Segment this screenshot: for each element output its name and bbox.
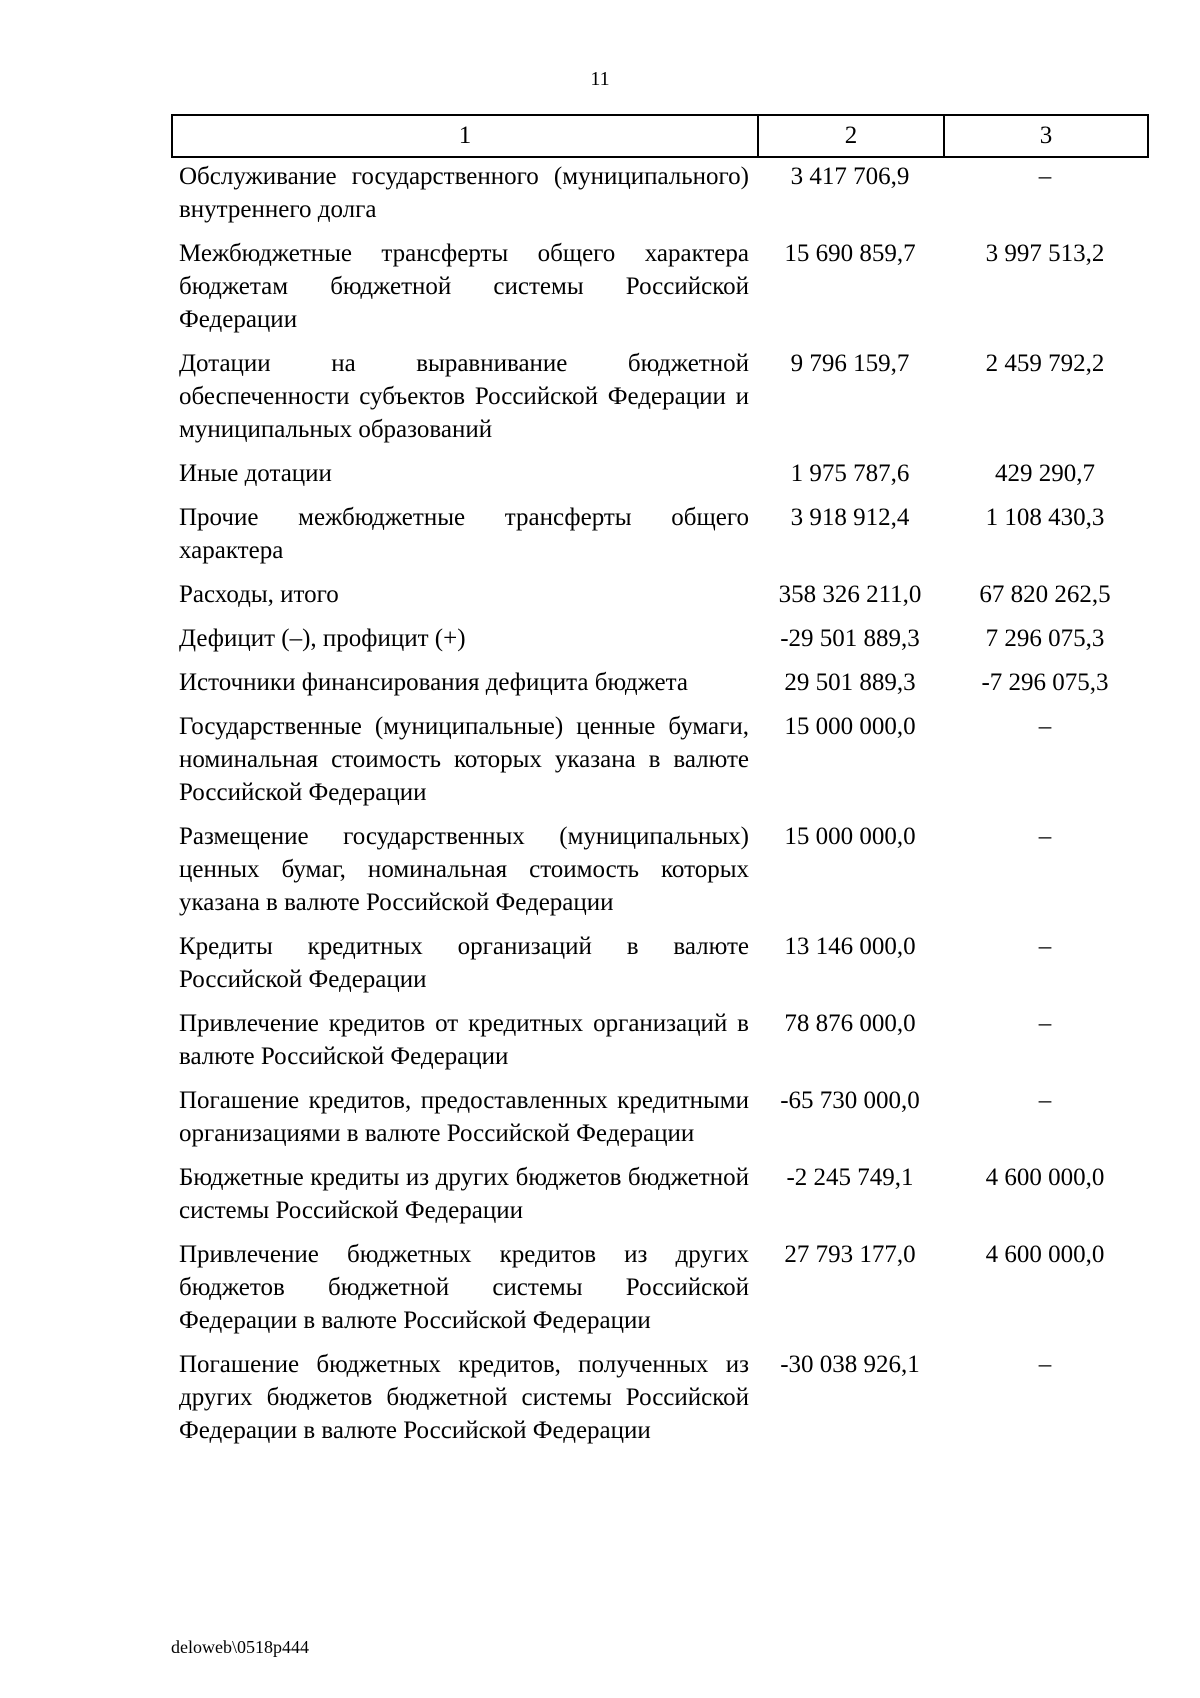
- row-value-col-3: 429 290,7: [995, 460, 1095, 487]
- row-value-col-2: -30 038 926,1: [780, 1351, 920, 1378]
- table-row: [171, 820, 1147, 930]
- header-col-3: 3: [944, 115, 1148, 157]
- row-value-col-2: 1 975 787,6: [790, 460, 910, 487]
- row-value-col-2: 27 793 177,0: [784, 1241, 916, 1268]
- row-value-col-3: –: [1038, 933, 1052, 960]
- table-row: [171, 1007, 1147, 1084]
- row-value-col-2: 78 876 000,0: [784, 1010, 916, 1037]
- row-label: Прочие межбюджетные трансферты общего характера: [179, 504, 749, 564]
- table-row: [171, 237, 1147, 347]
- table-row: [171, 160, 1147, 237]
- row-label: Дотации на выравнивание бюджетной обеспеченности субъектов Российской Федерации и муниципальных образований: [179, 350, 749, 443]
- row-label: Межбюджетные трансферты общего характера бюджетам бюджетной системы Российской Федерации: [179, 240, 749, 333]
- row-value-col-2: 15 000 000,0: [784, 823, 916, 850]
- table-row: [171, 1161, 1147, 1238]
- row-label: Привлечение кредитов от кредитных организаций в валюте Российской Федерации: [179, 1010, 749, 1070]
- table-body: [171, 160, 1147, 1458]
- row-value-col-2: 15 690 859,7: [784, 240, 916, 267]
- row-value-col-3: –: [1038, 1010, 1052, 1037]
- row-value-col-3: –: [1038, 1351, 1052, 1378]
- row-value-col-3: –: [1038, 713, 1052, 740]
- table-row: [171, 710, 1147, 820]
- row-value-col-2: -65 730 000,0: [780, 1087, 920, 1114]
- row-label: Погашение бюджетных кредитов, полученных из других бюджетов бюджетной системы Российской Федерации в валюте Российской Федерации: [179, 1351, 749, 1444]
- table-row: [171, 1084, 1147, 1161]
- table-row: [171, 622, 1147, 666]
- row-label: Источники финансирования дефицита бюджета: [179, 669, 688, 696]
- row-value-col-3: –: [1038, 1087, 1052, 1114]
- table-row: [171, 578, 1147, 622]
- row-label: Размещение государственных (муниципальных) ценных бумаг, номинальная стоимость которых указана в валюте Российской Федерации: [179, 823, 749, 916]
- row-value-col-3: 3 997 513,2: [985, 240, 1105, 267]
- row-value-col-3: –: [1038, 163, 1052, 190]
- row-value-col-2: 9 796 159,7: [790, 350, 910, 377]
- row-value-col-2: 3 918 912,4: [790, 504, 910, 531]
- header-col-1: 1: [172, 115, 758, 157]
- row-value-col-3: 7 296 075,3: [985, 625, 1105, 652]
- row-value-col-3: -7 296 075,3: [981, 669, 1109, 696]
- table-row: [171, 1348, 1147, 1458]
- row-value-col-3: 4 600 000,0: [985, 1241, 1105, 1268]
- table-row: [171, 666, 1147, 710]
- document-code: deloweb\0518p444: [171, 1637, 309, 1657]
- row-value-col-2: 13 146 000,0: [784, 933, 916, 960]
- row-label: Кредиты кредитных организаций в валюте Российской Федерации: [179, 933, 749, 993]
- table-header: [171, 114, 1149, 158]
- table-row: [171, 457, 1147, 501]
- table-row: [171, 930, 1147, 1007]
- row-label: Иные дотации: [179, 460, 332, 487]
- row-value-col-2: 29 501 889,3: [784, 669, 916, 696]
- row-value-col-2: 15 000 000,0: [784, 713, 916, 740]
- header-row: [172, 115, 1148, 157]
- row-value-col-3: 4 600 000,0: [985, 1164, 1105, 1191]
- header-col-2: 2: [758, 115, 944, 157]
- row-label: Обслуживание государственного (муниципального) внутреннего долга: [179, 163, 749, 223]
- row-label: Дефицит (–), профицит (+): [179, 625, 466, 652]
- table-row: [171, 347, 1147, 457]
- row-value-col-2: 358 326 211,0: [778, 581, 922, 608]
- row-value-col-2: 3 417 706,9: [790, 163, 910, 190]
- row-label: Погашение кредитов, предоставленных кредитными организациями в валюте Российской Федерации: [179, 1087, 749, 1147]
- row-value-col-2: -2 245 749,1: [786, 1164, 914, 1191]
- row-value-col-2: -29 501 889,3: [780, 625, 920, 652]
- row-label: Государственные (муниципальные) ценные бумаги, номинальная стоимость которых указана в валюте Российской Федерации: [179, 713, 749, 806]
- row-label: Расходы, итого: [179, 581, 339, 608]
- table-row: [171, 501, 1147, 578]
- table-row: [171, 1238, 1147, 1348]
- row-value-col-3: 1 108 430,3: [985, 504, 1105, 531]
- row-label: Бюджетные кредиты из других бюджетов бюджетной системы Российской Федерации: [179, 1164, 749, 1224]
- row-value-col-3: 2 459 792,2: [985, 350, 1105, 377]
- row-label: Привлечение бюджетных кредитов из других бюджетов бюджетной системы Российской Федерации в валюте Российской Федерации: [179, 1241, 749, 1334]
- page-number: 11: [590, 68, 610, 90]
- row-value-col-3: –: [1038, 823, 1052, 850]
- row-value-col-3: 67 820 262,5: [979, 581, 1111, 608]
- data-table: [171, 160, 1147, 1458]
